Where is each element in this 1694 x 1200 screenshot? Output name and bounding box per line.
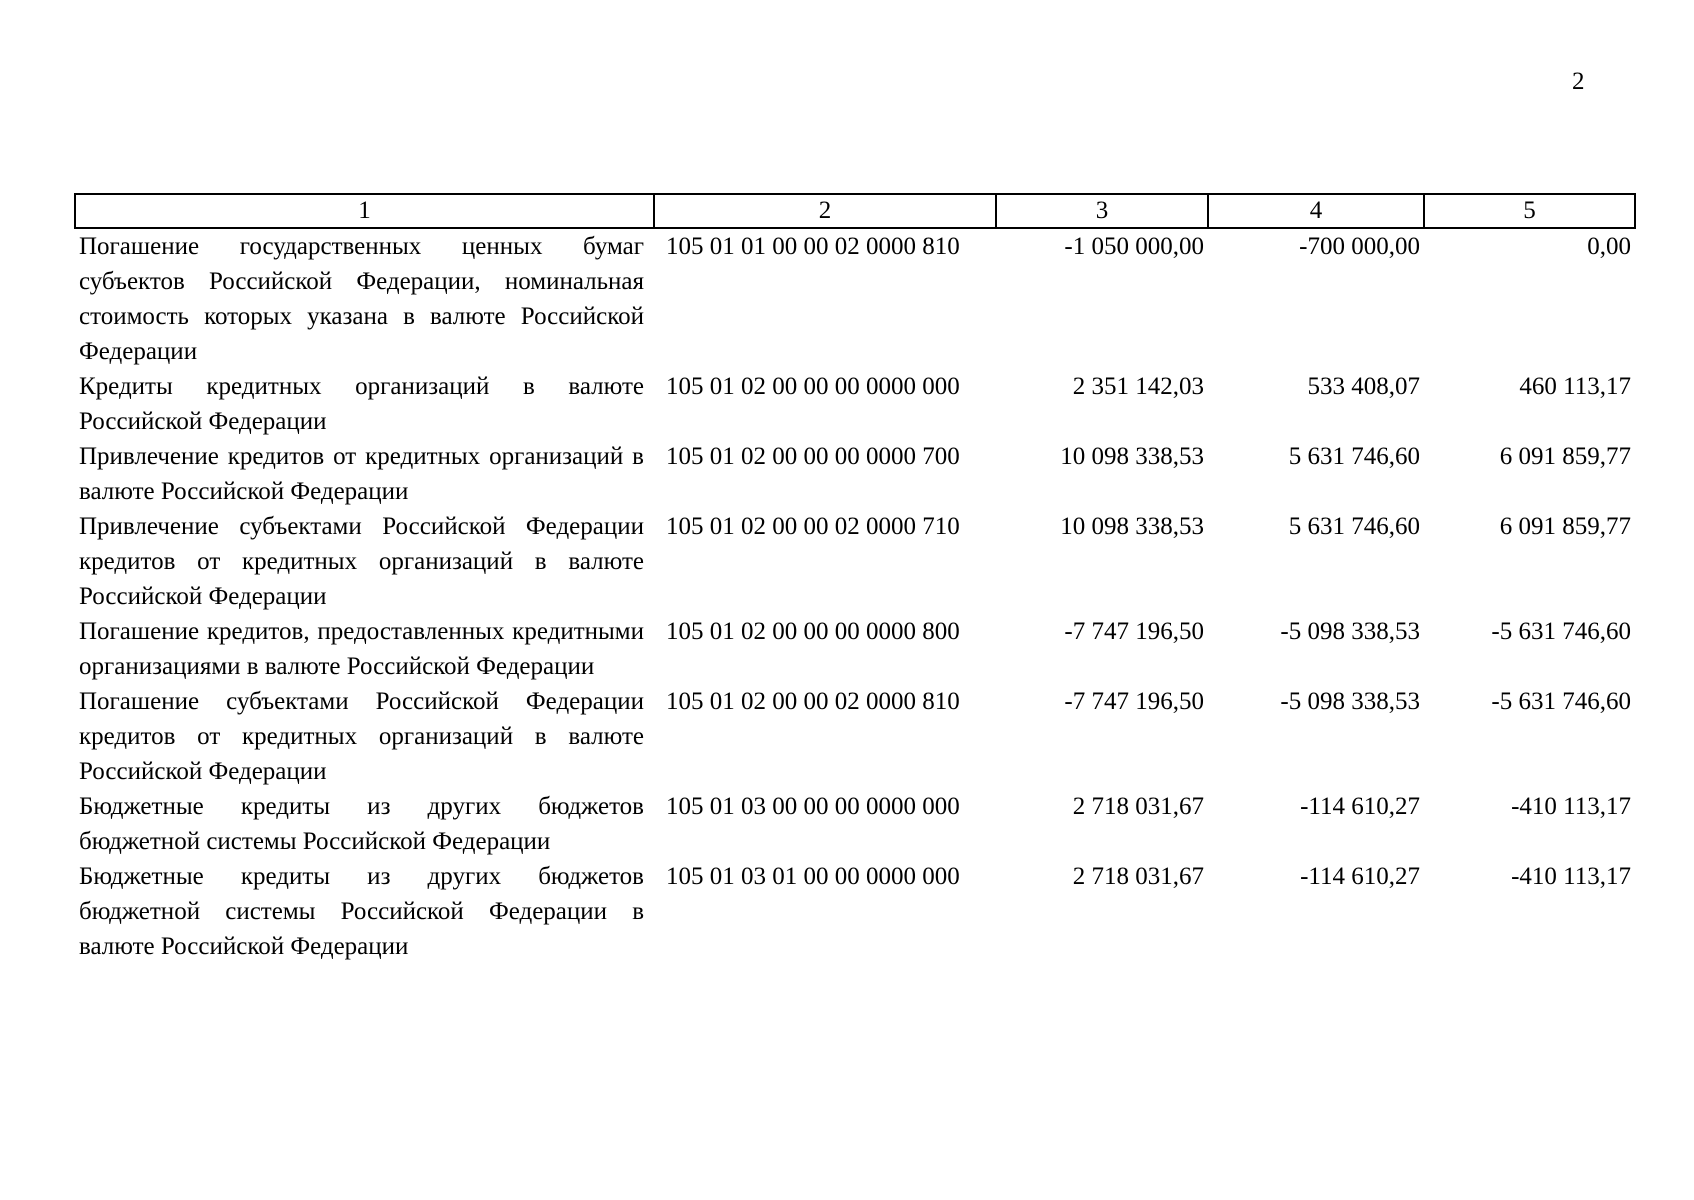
row-value-col3: -7 747 196,50 — [1064, 688, 1204, 715]
table-row — [75, 369, 1635, 439]
row-code: 105 01 02 00 00 02 0000 810 — [666, 688, 960, 715]
table-body — [75, 228, 1635, 964]
row-value-col5: -5 631 746,60 — [1491, 618, 1631, 645]
column-header-5: 5 — [1424, 194, 1635, 228]
row-code: 105 01 03 00 00 00 0000 000 — [666, 793, 960, 820]
table-row — [75, 614, 1635, 684]
table-row — [75, 439, 1635, 509]
table-row — [75, 789, 1635, 859]
row-value-col5: 6 091 859,77 — [1499, 443, 1631, 470]
table-row — [75, 509, 1635, 614]
column-header-3: 3 — [996, 194, 1208, 228]
row-value-col5: 460 113,17 — [1519, 373, 1631, 400]
row-value-col4: -114 610,27 — [1300, 793, 1420, 820]
row-value-col3: 10 098 338,53 — [1060, 443, 1204, 470]
row-value-col3: 10 098 338,53 — [1060, 513, 1204, 540]
row-value-col3: 2 351 142,03 — [1072, 373, 1204, 400]
row-value-col4: -700 000,00 — [1299, 233, 1420, 260]
row-value-col4: -5 098 338,53 — [1280, 688, 1420, 715]
row-value-col5: -410 113,17 — [1511, 793, 1631, 820]
row-value-col3: -7 747 196,50 — [1064, 618, 1204, 645]
row-value-col5: -5 631 746,60 — [1491, 688, 1631, 715]
row-code: 105 01 02 00 00 02 0000 710 — [666, 513, 960, 540]
row-name: Погашение субъектами Российской Федерации кредитов от кредитных организаций в валюте Российской Федерации — [79, 688, 644, 785]
row-value-col4: 533 408,07 — [1307, 373, 1420, 400]
row-value-col5: -410 113,17 — [1511, 863, 1631, 890]
row-name: Погашение государственных ценных бумаг субъектов Российской Федерации, номинальная стоимость которых указана в валюте Российской Федерации — [79, 233, 644, 365]
row-code: 105 01 02 00 00 00 0000 700 — [666, 443, 960, 470]
column-header-2: 2 — [654, 194, 996, 228]
table-row — [75, 859, 1635, 964]
budget-sources-table — [74, 193, 1636, 964]
column-header-4: 4 — [1208, 194, 1424, 228]
row-name: Погашение кредитов, предоставленных кредитными организациями в валюте Российской Федерации — [79, 618, 644, 680]
row-name: Бюджетные кредиты из других бюджетов бюджетной системы Российской Федерации в валюте Российской Федерации — [79, 863, 644, 960]
table-row — [75, 684, 1635, 789]
row-value-col3: 2 718 031,67 — [1072, 863, 1204, 890]
row-code: 105 01 02 00 00 00 0000 800 — [666, 618, 960, 645]
row-value-col4: -114 610,27 — [1300, 863, 1420, 890]
row-name: Привлечение кредитов от кредитных организаций в валюте Российской Федерации — [79, 443, 644, 505]
row-value-col5: 0,00 — [1587, 233, 1631, 260]
row-code: 105 01 03 01 00 00 0000 000 — [666, 863, 960, 890]
row-name: Привлечение субъектами Российской Федерации кредитов от кредитных организаций в валюте Российской Федерации — [79, 513, 644, 610]
row-value-col4: 5 631 746,60 — [1288, 513, 1420, 540]
row-value-col5: 6 091 859,77 — [1499, 513, 1631, 540]
row-name: Бюджетные кредиты из других бюджетов бюджетной системы Российской Федерации — [79, 793, 644, 855]
row-code: 105 01 01 00 00 02 0000 810 — [666, 233, 960, 260]
row-value-col3: -1 050 000,00 — [1064, 233, 1204, 260]
column-header-1: 1 — [75, 194, 654, 228]
header-row — [75, 194, 1635, 228]
row-value-col4: -5 098 338,53 — [1280, 618, 1420, 645]
row-value-col3: 2 718 031,67 — [1072, 793, 1204, 820]
page-number: 2 — [1572, 68, 1585, 95]
row-value-col4: 5 631 746,60 — [1288, 443, 1420, 470]
row-name: Кредиты кредитных организаций в валюте Российской Федерации — [79, 373, 644, 435]
row-code: 105 01 02 00 00 00 0000 000 — [666, 373, 960, 400]
table-row — [75, 228, 1635, 369]
table-header — [75, 194, 1635, 228]
